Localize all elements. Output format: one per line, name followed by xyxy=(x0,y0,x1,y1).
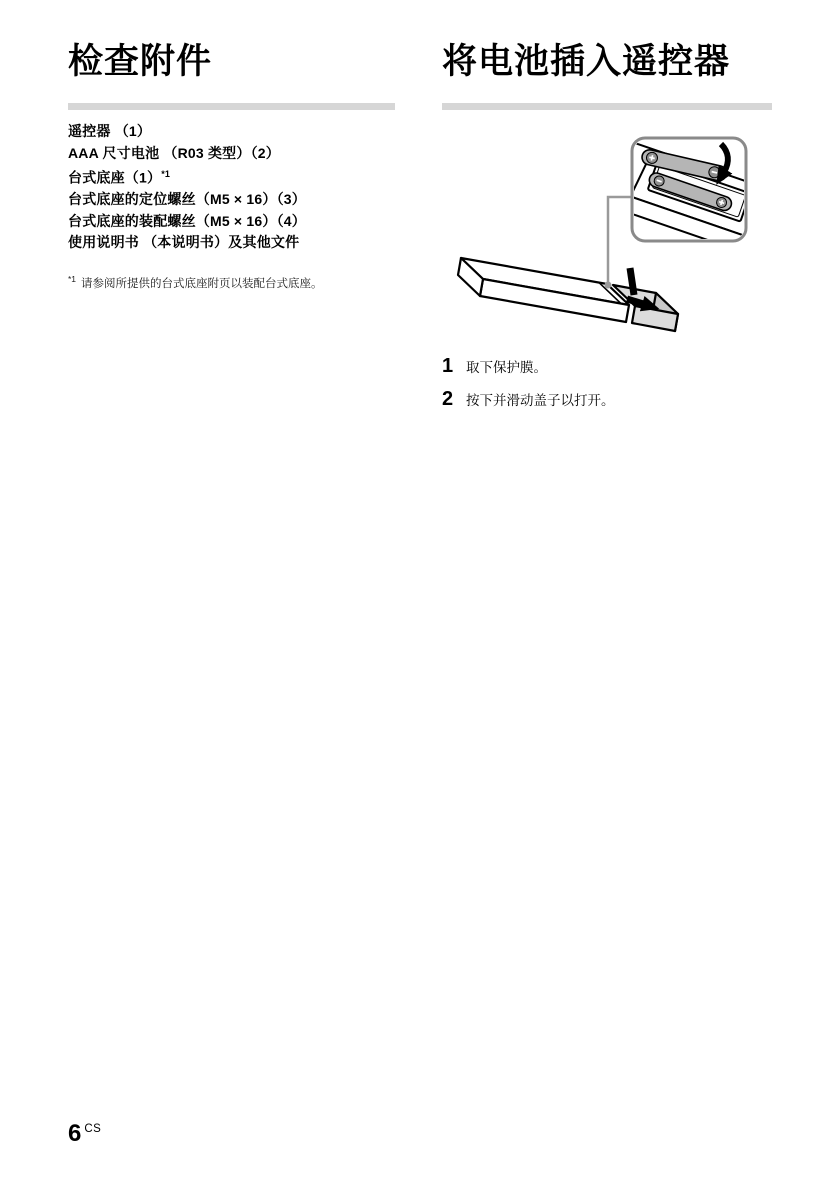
list-item-text: 台式底座（1） xyxy=(68,169,162,186)
section-title-batteries: 将电池插入遥控器 xyxy=(442,42,731,81)
step-number: 1 xyxy=(442,355,454,377)
section-divider xyxy=(68,103,395,110)
step-2 xyxy=(442,389,782,410)
step-1 xyxy=(442,356,782,377)
instruction-steps xyxy=(442,356,782,422)
section-insert-batteries xyxy=(442,40,772,110)
footnote-text: 请参阅所提供的台式底座附页以装配台式底座。 xyxy=(81,277,323,290)
list-item: 台式底座的装配螺丝（M5 × 16）（4） xyxy=(68,212,306,229)
list-item: AAA 尺寸电池 （R03 类型）（2） xyxy=(68,144,280,161)
footnote-reference: *1 xyxy=(161,169,171,179)
list-item xyxy=(68,164,395,189)
remote-battery-illustration xyxy=(445,132,757,356)
section-title-accessories: 检查附件 xyxy=(68,42,213,81)
list-item: 使用说明书 （本说明书）及其他文件 xyxy=(68,234,300,251)
list-item: 台式底座的定位螺丝（M5 × 16）（3） xyxy=(68,191,306,208)
page-footer xyxy=(68,1120,101,1148)
battery-insertion-figure xyxy=(445,132,757,356)
section-check-accessories xyxy=(68,40,395,291)
footnote xyxy=(68,271,395,292)
page-number: 6 xyxy=(68,1120,82,1147)
step-text: 按下并滑动盖子以打开。 xyxy=(466,393,615,408)
accessories-list xyxy=(68,121,395,254)
step-text: 取下保护膜。 xyxy=(466,360,547,375)
section-divider xyxy=(442,103,772,110)
footnote-marker: *1 xyxy=(68,273,77,284)
list-item: 遥控器 （1） xyxy=(68,123,152,139)
language-code: CS xyxy=(84,1123,102,1135)
step-number: 2 xyxy=(442,388,454,410)
remote-control xyxy=(458,258,629,322)
